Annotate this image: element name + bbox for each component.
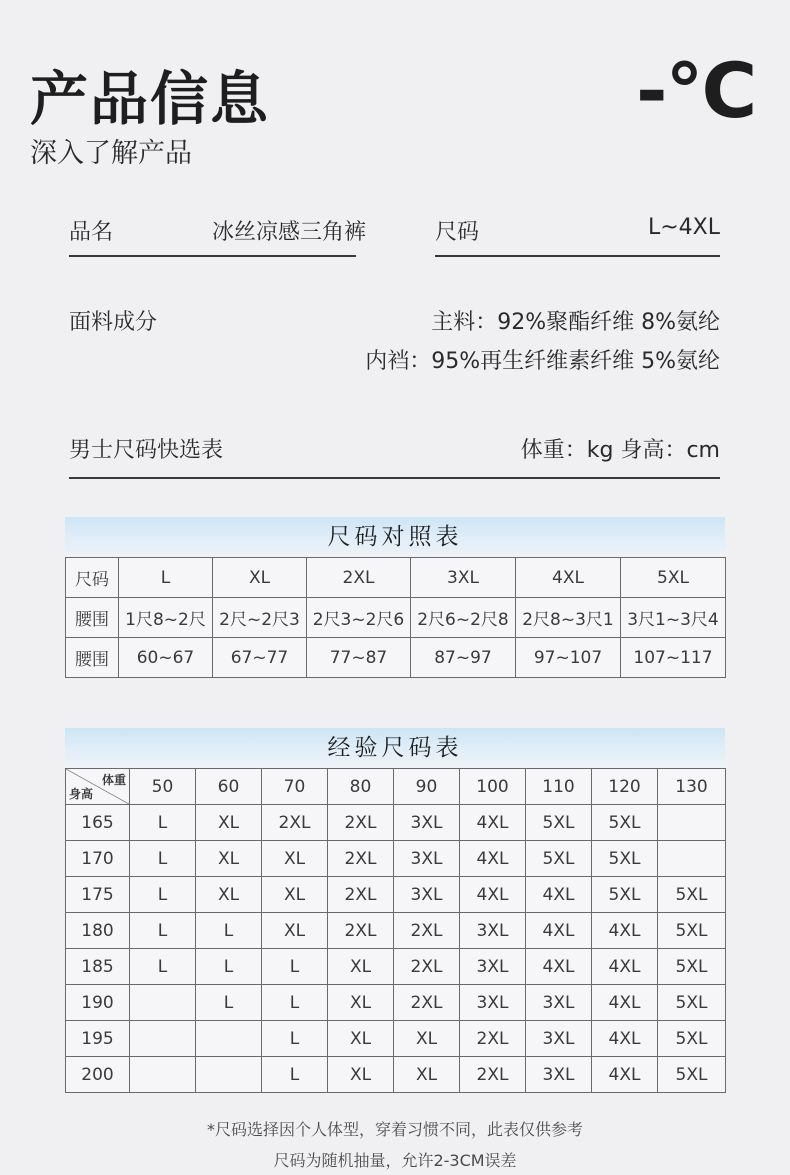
fabric-main: 主料：92%聚酯纤维 8%氨纶 — [431, 310, 720, 335]
table-cell: XL — [262, 913, 328, 949]
weight-header-cell: 110 — [526, 769, 592, 805]
table-cell: 2XL — [394, 949, 460, 985]
table-cell: 60~67 — [119, 638, 213, 678]
height-header-cell: 185 — [66, 949, 130, 985]
table-cell: 2XL — [328, 913, 394, 949]
table-cell: 4XL — [526, 913, 592, 949]
height-header-cell: 170 — [66, 841, 130, 877]
table-cell: 5XL — [526, 805, 592, 841]
weight-header-cell: 60 — [196, 769, 262, 805]
height-header-cell: 200 — [66, 1057, 130, 1093]
table-cell: 1尺8~2尺 — [119, 598, 213, 638]
table-cell: 2尺6~2尺8 — [411, 598, 516, 638]
weight-header-cell: 120 — [592, 769, 658, 805]
table-cell: 3XL — [460, 949, 526, 985]
height-header-cell: 165 — [66, 805, 130, 841]
table-row — [66, 558, 726, 598]
corner-weight-label: 体重 — [101, 773, 126, 787]
table-cell: 107~117 — [621, 638, 726, 678]
table-cell: 3尺1~3尺4 — [621, 598, 726, 638]
table-cell: 77~87 — [307, 638, 411, 678]
table-cell: 4XL — [526, 877, 592, 913]
table-cell: 5XL — [526, 841, 592, 877]
table-cell: L — [262, 949, 328, 985]
table-cell: 97~107 — [516, 638, 621, 678]
table-cell: 4XL — [460, 877, 526, 913]
table-cell: XL — [196, 877, 262, 913]
table-row — [66, 985, 726, 1021]
table-cell — [130, 1057, 196, 1093]
table-cell: XL — [262, 841, 328, 877]
weight-header-cell: 100 — [460, 769, 526, 805]
table-row — [66, 638, 726, 678]
divider — [435, 255, 720, 257]
weight-header-cell: 50 — [130, 769, 196, 805]
table-cell: 3XL — [411, 558, 516, 598]
table-cell: 2XL — [394, 913, 460, 949]
fabric-label: 面料成分 — [69, 310, 158, 335]
size-table-title: 尺码对照表 — [65, 517, 725, 557]
table-cell: 3XL — [394, 877, 460, 913]
table-cell: 5XL — [592, 877, 658, 913]
table-row — [66, 877, 726, 913]
table-cell: 2XL — [328, 805, 394, 841]
table-cell: 2XL — [328, 877, 394, 913]
table-cell: 4XL — [460, 805, 526, 841]
quick-size-units: 体重：kg 身高：cm — [520, 438, 720, 463]
table-cell — [658, 805, 726, 841]
table-cell: 5XL — [658, 1057, 726, 1093]
exp-size-table — [65, 768, 726, 1093]
table-cell: 3XL — [460, 913, 526, 949]
table-cell: L — [262, 985, 328, 1021]
table-cell: 4XL — [592, 949, 658, 985]
size-range-value: L~4XL — [647, 215, 720, 240]
table-cell: L — [130, 841, 196, 877]
table-cell: 4XL — [592, 1021, 658, 1057]
table-cell: 3XL — [394, 841, 460, 877]
table-cell: 2XL — [460, 1057, 526, 1093]
table-cell: 4XL — [592, 985, 658, 1021]
table-cell: 5XL — [658, 949, 726, 985]
table-cell: XL — [328, 1021, 394, 1057]
table-cell: 4XL — [592, 913, 658, 949]
table-cell: L — [196, 913, 262, 949]
table-cell: 4XL — [516, 558, 621, 598]
fabric-lining: 内裆：95%再生纤维素纤维 5%氨纶 — [365, 349, 720, 374]
table-cell: XL — [196, 805, 262, 841]
table-cell: XL — [196, 841, 262, 877]
table-row — [66, 841, 726, 877]
table-cell: 5XL — [658, 985, 726, 1021]
table-cell: 2尺8~3尺1 — [516, 598, 621, 638]
exp-table-title: 经验尺码表 — [65, 728, 725, 768]
weight-header-cell: 70 — [262, 769, 328, 805]
page-title: 产品信息 — [30, 65, 271, 133]
table-cell: 2XL — [328, 841, 394, 877]
table-cell: XL — [394, 1057, 460, 1093]
table-cell: 3XL — [394, 805, 460, 841]
table-cell: XL — [328, 949, 394, 985]
product-name-value: 冰丝凉感三角裤 — [212, 220, 367, 245]
weight-header-cell: 80 — [328, 769, 394, 805]
table-cell: XL — [328, 1057, 394, 1093]
table-cell: L — [130, 805, 196, 841]
table-cell: XL — [262, 877, 328, 913]
table-row — [66, 1021, 726, 1057]
table-cell — [130, 1021, 196, 1057]
table-cell: 3XL — [526, 1057, 592, 1093]
table-cell: L — [196, 985, 262, 1021]
table-cell: 4XL — [460, 841, 526, 877]
disclaimer-note: *尺码选择因个人体型，穿着习惯不同，此表仅供参考 — [206, 1120, 583, 1139]
table-cell: XL — [394, 1021, 460, 1057]
table-cell: 腰围 — [66, 638, 119, 678]
table-cell: 2XL — [394, 985, 460, 1021]
table-cell — [196, 1057, 262, 1093]
size-range-label: 尺码 — [435, 220, 480, 245]
table-cell: 3XL — [526, 985, 592, 1021]
table-row — [66, 805, 726, 841]
table-cell — [196, 1021, 262, 1057]
table-cell — [130, 985, 196, 1021]
height-header-cell: 180 — [66, 913, 130, 949]
table-cell: 67~77 — [213, 638, 307, 678]
table-cell: 尺码 — [66, 558, 119, 598]
quick-size-label: 男士尺码快选表 — [69, 438, 224, 463]
table-cell: 2尺3~2尺6 — [307, 598, 411, 638]
table-cell: 4XL — [592, 1057, 658, 1093]
table-cell: 3XL — [460, 985, 526, 1021]
table-cell — [658, 841, 726, 877]
weight-header-cell: 90 — [394, 769, 460, 805]
table-cell: 2XL — [262, 805, 328, 841]
table-cell: 2XL — [307, 558, 411, 598]
height-header-cell: 190 — [66, 985, 130, 1021]
table-cell: XL — [213, 558, 307, 598]
table-cell: 2尺~2尺3 — [213, 598, 307, 638]
table-cell: 87~97 — [411, 638, 516, 678]
table-row — [66, 949, 726, 985]
product-name-label: 品名 — [69, 220, 114, 245]
divider — [69, 477, 720, 479]
table-cell: 5XL — [592, 805, 658, 841]
divider — [69, 255, 356, 257]
height-header-cell: 195 — [66, 1021, 130, 1057]
table-cell: 3XL — [526, 1021, 592, 1057]
page-subtitle: 深入了解产品 — [30, 138, 192, 169]
table-row — [66, 598, 726, 638]
table-cell: L — [130, 913, 196, 949]
table-cell: L — [262, 1057, 328, 1093]
table-row — [66, 913, 726, 949]
table-cell: 5XL — [592, 841, 658, 877]
tolerance-note: 尺码为随机抽量，允许2-3CM误差 — [273, 1151, 517, 1170]
table-cell: 5XL — [621, 558, 726, 598]
table-cell: L — [119, 558, 213, 598]
table-cell: 5XL — [658, 1021, 726, 1057]
table-cell: 4XL — [526, 949, 592, 985]
size-table — [65, 557, 726, 678]
table-cell: 腰围 — [66, 598, 119, 638]
table-cell: L — [130, 877, 196, 913]
table-cell: XL — [328, 985, 394, 1021]
table-cell: L — [130, 949, 196, 985]
table-cell: 2XL — [460, 1021, 526, 1057]
table-cell: L — [196, 949, 262, 985]
brand-logo: -°C — [636, 46, 756, 135]
table-row — [66, 769, 726, 805]
corner-height-label: 身高 — [69, 787, 94, 801]
table-cell: 5XL — [658, 877, 726, 913]
table-corner-cell — [66, 769, 130, 805]
table-row — [66, 1057, 726, 1093]
table-cell: 5XL — [658, 913, 726, 949]
weight-header-cell: 130 — [658, 769, 726, 805]
table-cell: L — [262, 1021, 328, 1057]
height-header-cell: 175 — [66, 877, 130, 913]
